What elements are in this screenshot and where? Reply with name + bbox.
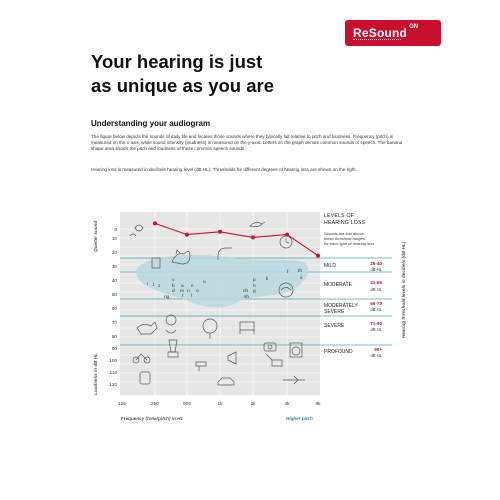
speech-letter: m — [180, 289, 184, 294]
y-tick: 30 — [111, 264, 117, 269]
levels-note-2: these threshold ranges — [324, 236, 365, 241]
y-tick-labels — [109, 227, 117, 387]
speech-letter: z — [158, 284, 161, 289]
higher-pitch-label: Higher pitch — [286, 416, 313, 421]
threshold-point — [218, 230, 222, 234]
speech-letter: r — [182, 294, 184, 299]
level-modsevere-range: 56-70 — [370, 301, 382, 306]
y-tick: 80 — [111, 334, 117, 339]
right-axis-label: Hearing threshold levels in decibels (dB HL) — [401, 241, 406, 338]
level-profound-name: PROFOUND — [324, 349, 353, 355]
level-profound-range: 90+ — [374, 347, 382, 352]
speech-letter: f — [287, 270, 289, 275]
speech-letter: n — [187, 289, 190, 294]
x-tick: 250 — [150, 402, 160, 407]
title-line-2: as unique as you are — [91, 75, 275, 96]
levels-note-1: Sounds are lost above — [324, 231, 364, 236]
x-tick: 1k — [217, 402, 223, 407]
title-line-1: Your hearing is just — [91, 51, 263, 72]
y-tick: 120 — [109, 382, 117, 387]
y-tick: 90 — [111, 346, 117, 351]
speech-letter: d — [172, 289, 175, 294]
speech-letter: b — [172, 284, 175, 289]
level-severe-unit: dB HL — [370, 327, 382, 332]
speech-letter: a — [181, 284, 184, 289]
levels-note-3: for each type of hearing loss — [324, 241, 375, 246]
x-tick: 4k — [284, 402, 290, 407]
frequency-axis-label: Frequency (tone/pitch) in Hz — [121, 416, 183, 421]
intro-paragraph: The figure below depicts the sounds of daily life and locates those sounds where they typically fall relative to pitch and loudness. Frequency (pitch) is measured on the x-axis, while sound intensity (loudness) is measured on the y-axis. Letters on the graph denote common sounds of speech. The banana shape area shows the pitch and loudness of these common speech sounds. — [91, 134, 403, 152]
section-subtitle: Understanding your audiogram — [91, 119, 211, 128]
threshold-point — [185, 233, 189, 237]
threshold-point — [316, 254, 320, 258]
y-tick: 20 — [111, 250, 117, 255]
x-tick-labels — [118, 401, 321, 407]
speech-letter: e — [191, 284, 194, 289]
speech-letter: o — [196, 289, 199, 294]
speech-letter: j — [153, 282, 155, 287]
threshold-point — [153, 221, 157, 225]
x-tick: 125 — [117, 402, 127, 407]
y-tick: 40 — [111, 278, 117, 283]
speech-letter: l — [191, 294, 193, 299]
y-tick: 70 — [111, 320, 117, 325]
speech-letter: k — [266, 277, 269, 282]
level-profound-unit: dB HL — [370, 353, 382, 358]
speech-letter: u — [203, 280, 206, 285]
quieter-sound-label: Quieter sound — [93, 220, 98, 252]
level-moderate-range: 41-55 — [370, 280, 382, 285]
levels-title-1: LEVELS OF — [324, 213, 355, 219]
speech-letter: v — [172, 278, 175, 283]
x-tick: 500 — [182, 402, 192, 407]
speech-letter: ch — [243, 289, 249, 294]
levels-title-2: HEARING LOSS — [324, 220, 366, 226]
threshold-paragraph: Hearing loss is measured in decibels hearing level (dB HL). Thresholds for different degrees of hearing loss are shown on the right. — [91, 167, 357, 172]
level-mild-range: 25-40 — [370, 261, 382, 266]
level-mild-name: MILD — [324, 263, 336, 269]
loudness-axis-label: Loudness in dB HL — [93, 353, 98, 395]
speech-letter: h — [253, 284, 256, 289]
logo-gn: GN — [409, 24, 419, 30]
level-severe-range: 71-90 — [370, 321, 382, 326]
y-tick: 110 — [109, 370, 117, 375]
x-tick: 2k — [250, 402, 256, 407]
level-moderate-name: MODERATE — [324, 282, 352, 288]
level-moderate-unit: dB HL — [370, 287, 382, 292]
speech-letter: ng — [164, 295, 170, 300]
y-tick: 0 — [114, 227, 117, 232]
level-modsevere-name2: SEVERE — [324, 309, 345, 315]
logo-name: ReSound — [353, 26, 408, 40]
y-tick: 100 — [109, 358, 117, 363]
y-tick: 60 — [111, 306, 117, 311]
level-modsevere-unit: dB HL — [370, 307, 382, 312]
speech-letter: sh — [244, 295, 250, 300]
level-modsevere-name: MODERATELY — [324, 303, 358, 309]
speech-letter: g — [253, 289, 256, 294]
level-mild-unit: dB HL — [370, 267, 382, 272]
y-tick: 10 — [111, 236, 117, 241]
speech-letter: p — [253, 278, 256, 283]
speech-letter: th — [298, 269, 303, 274]
speech-letter: s — [300, 276, 303, 281]
speech-letter: i — [147, 282, 149, 287]
x-tick: 8k — [315, 402, 321, 407]
threshold-point — [251, 235, 255, 239]
y-tick: 50 — [111, 292, 117, 297]
level-severe-name: SEVERE — [324, 323, 345, 329]
